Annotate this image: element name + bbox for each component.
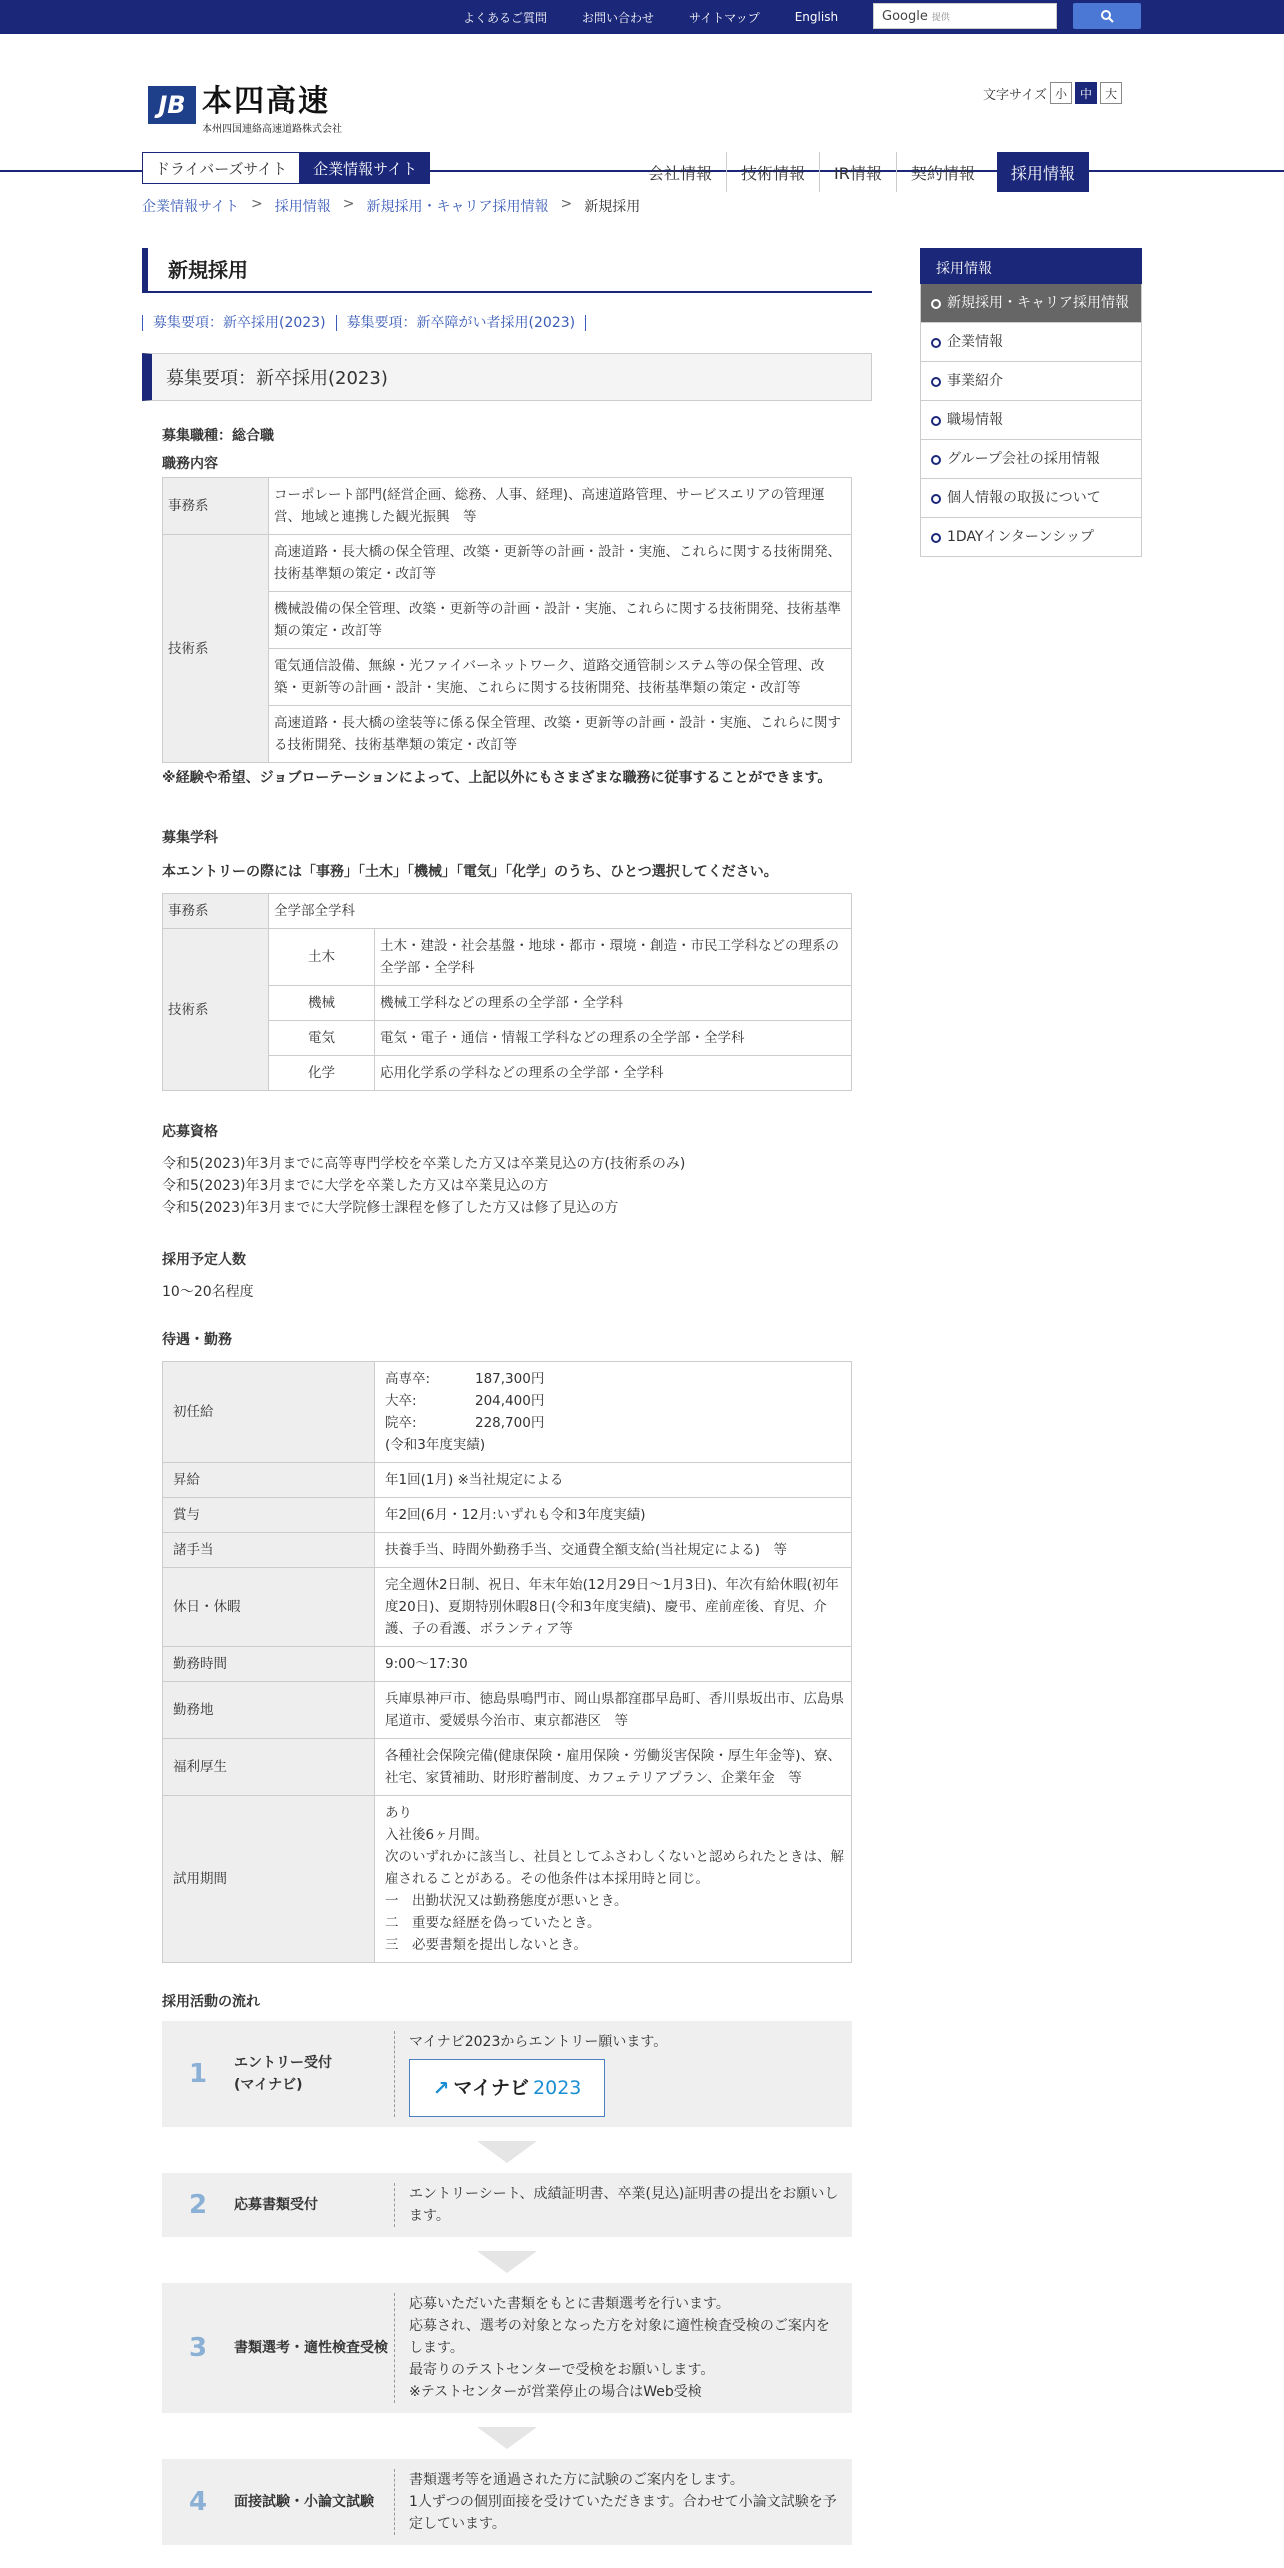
allowance-label: 諸手当 [163, 1533, 375, 1568]
faculty-chem-label: 化学 [269, 1056, 375, 1091]
site-switch [142, 152, 430, 184]
flow-step-number: 2 [188, 2190, 208, 2220]
qualification-title: 応募資格 [162, 1124, 218, 1140]
search-input[interactable] [873, 3, 1057, 29]
holiday-label: 休日・休暇 [163, 1568, 375, 1647]
duties-office: コーポレート部門(経営企画、総務、人事、経理)、高速道路管理、サービスエリアの管理運営、地域と連携した観光振興 等 [269, 478, 852, 535]
logo-sub-text: 本州四国連絡高速道路株式会社 [202, 124, 342, 135]
font-size-small-button[interactable]: 小 [1050, 82, 1072, 104]
search-brand: Google [882, 8, 928, 24]
faculty-elec: 電気・電子・通信・情報工学科などの理系の全学部・全学科 [375, 1021, 852, 1056]
mynavi-logo-text: マイナビ [453, 2077, 530, 2099]
mynavi-mark-icon: ↗ [432, 2076, 450, 2100]
faculty-chem: 応用化学系の学科などの理系の全学部・全学科 [375, 1056, 852, 1091]
logo-main-text: 本四高速 [202, 84, 330, 119]
allowance-value: 扶養手当、時間外勤務手当、交通費全額支給(当社規定による) 等 [375, 1533, 852, 1568]
flow-step-4 [162, 2459, 852, 2545]
english-link[interactable]: English [794, 10, 839, 24]
faculty-office-label: 事務系 [163, 894, 269, 929]
flow-step-desc [394, 2031, 852, 2117]
hours-label: 勤務時間 [163, 1647, 375, 1682]
faculty-mech: 機械工学科などの理系の全学部・全学科 [375, 986, 852, 1021]
flow-step-label: 面接試験・小論文試験 [234, 2494, 374, 2510]
salary-value: 228,700円 [475, 1415, 545, 1431]
flow-step-number: 1 [188, 2059, 208, 2089]
site-header [0, 34, 1284, 183]
duties-tech-label: 技術系 [163, 535, 269, 763]
welfare-label: 福利厚生 [163, 1739, 375, 1796]
search-icon [1100, 9, 1114, 23]
search-sub: 提供 [931, 12, 950, 23]
salary-value: 204,400円 [475, 1393, 545, 1409]
sidebar-item-privacy[interactable]: 個人情報の取扱について [920, 479, 1142, 518]
nav-recruit[interactable]: 採用情報 [997, 152, 1089, 192]
anchor-links [142, 315, 872, 331]
sidebar-item-group[interactable]: グループ会社の採用情報 [920, 440, 1142, 479]
utility-links [463, 0, 873, 34]
raise-label: 昇給 [163, 1463, 375, 1498]
bonus-value: 年2回(6月・12月:いずれも令和3年度実績) [375, 1498, 852, 1533]
trial-line: 次のいずれかに該当し、社員としてふさわしくないと認められたときは、解雇されることがある。その他条件は本採用時と同じ。 [385, 1849, 844, 1887]
qualification-list [162, 1153, 852, 1219]
flow-step-1 [162, 2021, 852, 2127]
faculty-tech-label: 技術系 [163, 929, 269, 1091]
anchor-new-grad-disability[interactable]: 募集要項：新卒障がい者採用(2023) [336, 315, 587, 331]
salary-cell [375, 1362, 852, 1463]
main-content [142, 248, 872, 2545]
flow-arrow-icon [477, 2427, 537, 2449]
headcount-value: 10～20名程度 [162, 1284, 254, 1300]
headcount-title: 採用予定人数 [162, 1252, 246, 1268]
breadcrumb-new-career[interactable]: 新規採用・キャリア採用情報 [366, 199, 549, 215]
faculty-intro: 本エントリーの際には「事務」「土木」「機械」「電気」「化学」のうち、ひとつ選択してください。 [162, 864, 778, 880]
treatment-title: 待遇・勤務 [162, 1332, 232, 1348]
salary-value: 187,300円 [475, 1371, 545, 1387]
qualification-line: 令和5(2023)年3月までに大学を卒業した方又は卒業見込の方 [162, 1178, 549, 1194]
global-nav [634, 152, 1089, 192]
trial-line: 一 出勤状況又は勤務態度が悪いとき。 [385, 1893, 628, 1909]
flow-arrow-icon [477, 2141, 537, 2163]
corporate-site-tab[interactable]: 企業情報サイト [300, 152, 430, 184]
flow-step-desc: エントリーシート、成績証明書、卒業(見込)証明書の提出をお願いします。 [394, 2183, 852, 2227]
breadcrumb-corporate[interactable]: 企業情報サイト [142, 199, 240, 215]
company-logo[interactable] [148, 86, 342, 135]
duties-tech-4: 高速道路・長大橋の塗装等に係る保全管理、改築・更新等の計画・設計・実施、これらに関する技術開発、技術基準類の策定・改訂等 [269, 706, 852, 763]
job-type: 募集職種：総合職 [162, 428, 274, 444]
faculty-table [162, 893, 852, 1091]
anchor-new-grad[interactable]: 募集要項：新卒採用(2023) [142, 315, 336, 331]
trial-line: あり [385, 1805, 412, 1821]
flow-title: 採用活動の流れ [162, 1994, 260, 2010]
mynavi-banner[interactable] [409, 2059, 605, 2117]
font-size-switcher [983, 82, 1122, 104]
sidebar-item-workplace[interactable]: 職場情報 [920, 401, 1142, 440]
page-title: 新規採用 [142, 248, 872, 293]
raise-value: 年1回(1月) ※当社規定による [375, 1463, 852, 1498]
salary-label: 初任給 [163, 1362, 375, 1463]
nav-company[interactable]: 会社情報 [648, 163, 713, 183]
faculty-office: 全学部全学科 [269, 894, 852, 929]
trial-line: 三 必要書類を提出しないとき。 [385, 1937, 587, 1953]
sidebar-item-business[interactable]: 事業紹介 [920, 362, 1142, 401]
flow-step-desc-text: マイナビ2023からエントリー願います。 [409, 2034, 668, 2050]
holiday-value: 完全週休2日制、祝日、年末年始(12月29日～1月3日)、年次有給休暇(初年度20日)、夏期特別休暇8日(令和3年度実績)、慶弔、産前産後、育児、介護、子の看護、ボランティア等 [375, 1568, 852, 1647]
flow-step-number: 4 [188, 2487, 208, 2517]
location-value: 兵庫県神戸市、徳島県鳴門市、岡山県都窪郡早島町、香川県坂出市、広島県尾道市、愛媛県今治市、東京都港区 等 [375, 1682, 852, 1739]
faculty-civil-label: 土木 [269, 929, 375, 986]
duties-title: 職務内容 [162, 456, 218, 472]
salary-key: 院卒: [385, 1415, 417, 1431]
hours-value: 9:00～17:30 [375, 1647, 852, 1682]
trial-cell [375, 1796, 852, 1963]
duties-table [162, 477, 852, 763]
faculty-title: 募集学科 [162, 830, 218, 846]
sidebar-heading[interactable]: 採用情報 [920, 248, 1142, 284]
duties-tech-1: 高速道路・長大橋の保全管理、改築・更新等の計画・設計・実施、これらに関する技術開発、技術基準類の策定・改訂等 [269, 535, 852, 592]
treatment-table [162, 1361, 852, 1963]
font-size-medium-button[interactable]: 中 [1075, 82, 1097, 104]
breadcrumb-current: 新規採用 [584, 199, 641, 215]
sidebar-item-new-career[interactable]: 新規採用・キャリア採用情報 [920, 284, 1142, 323]
sitemap-link[interactable]: サイトマップ [689, 10, 760, 25]
qualification-line: 令和5(2023)年3月までに高等専門学校を卒業した方又は卒業見込の方(技術系のみ) [162, 1156, 686, 1172]
nav-technology[interactable]: 技術情報 [726, 152, 819, 192]
duties-note: ※経験や希望、ジョブローテーションによって、上記以外にもさまざまな職務に従事することができます。 [162, 770, 832, 786]
flow-arrow-icon [477, 2251, 537, 2273]
flow-step-label: エントリー受付 (マイナビ) [234, 2055, 332, 2093]
duties-tech-3: 電気通信設備、無線・光ファイバーネットワーク、道路交通管制システム等の保全管理、改築・更新等の計画・設計・実施、これらに関する技術開発、技術基準類の策定・改訂等 [269, 649, 852, 706]
salary-note: (令和3年度実績) [385, 1437, 486, 1453]
utility-bar [0, 0, 1284, 34]
sidebar [920, 248, 1142, 557]
duties-tech-2: 機械設備の保全管理、改築・更新等の計画・設計・実施、これらに関する技術開発、技術基準類の策定・改訂等 [269, 592, 852, 649]
breadcrumb: 企業情報サイト > 採用情報 > 新規採用・キャリア採用情報 > 新規採用 [142, 196, 641, 215]
faculty-elec-label: 電気 [269, 1021, 375, 1056]
headcount-block [162, 1281, 852, 1303]
duties-office-label: 事務系 [163, 478, 269, 535]
flow-step-desc: 書類選考等を通過された方に試験のご案内をします。 1人ずつの個別面接を受けていただきます。合わせて小論文試験を予定しています。 [394, 2469, 852, 2535]
faq-link[interactable]: よくあるご質問 [463, 10, 548, 25]
flow-step-label: 応募書類受付 [234, 2197, 318, 2213]
welfare-value: 各種社会保険完備(健康保険・雇用保険・労働災害保険・厚生年金等)、寮、社宅、家賃補助、財形貯蓄制度、カフェテリアプラン、企業年金 等 [375, 1739, 852, 1796]
breadcrumb-recruit[interactable]: 採用情報 [274, 199, 331, 215]
trial-label: 試用期間 [163, 1796, 375, 1963]
font-size-label: 文字サイズ [983, 87, 1047, 103]
location-label: 勤務地 [163, 1682, 375, 1739]
search-button[interactable] [1073, 3, 1141, 29]
bonus-label: 賞与 [163, 1498, 375, 1533]
salary-key: 大卒: [385, 1393, 417, 1409]
sidebar-item-company[interactable]: 企業情報 [920, 323, 1142, 362]
faculty-mech-label: 機械 [269, 986, 375, 1021]
faculty-civil: 土木・建設・社会基盤・地球・都市・環境・創造・市民工学科などの理系の全学部・全学科 [375, 929, 852, 986]
nav-contracts[interactable]: 契約情報 [896, 152, 989, 192]
flow-step-number: 3 [188, 2333, 208, 2363]
font-size-large-button[interactable]: 大 [1100, 82, 1122, 104]
section-heading: 募集要項：新卒採用(2023) [142, 353, 872, 401]
flow-step-3 [162, 2283, 852, 2413]
salary-key: 高専卒: [385, 1371, 431, 1387]
trial-line: 二 重要な経歴を偽っていたとき。 [385, 1915, 601, 1931]
flow-step-label: 書類選考・適性検査受検 [234, 2340, 388, 2356]
drivers-site-tab[interactable]: ドライバーズサイト [142, 152, 300, 184]
nav-ir[interactable]: IR情報 [819, 152, 896, 192]
mynavi-year: 2023 [533, 2077, 582, 2099]
logo-mark: JB [148, 86, 196, 124]
flow-step-2 [162, 2173, 852, 2237]
sidebar-item-internship[interactable]: 1DAYインターンシップ [920, 518, 1142, 557]
requirements-section [142, 425, 872, 2545]
qualification-line: 令和5(2023)年3月までに大学院修士課程を修了した方又は修了見込の方 [162, 1200, 619, 1216]
contact-link[interactable]: お問い合わせ [582, 10, 655, 25]
flow-step-desc: 応募いただいた書類をもとに書類選考を行います。 応募され、選考の対象となった方を対象に適性検査受検のご案内をします。 最寄りのテストセンターで受検をお願いします。 ※テストセンターが営業停止の場合はWeb受検 [394, 2293, 852, 2403]
trial-line: 入社後6ヶ月間。 [385, 1827, 489, 1843]
